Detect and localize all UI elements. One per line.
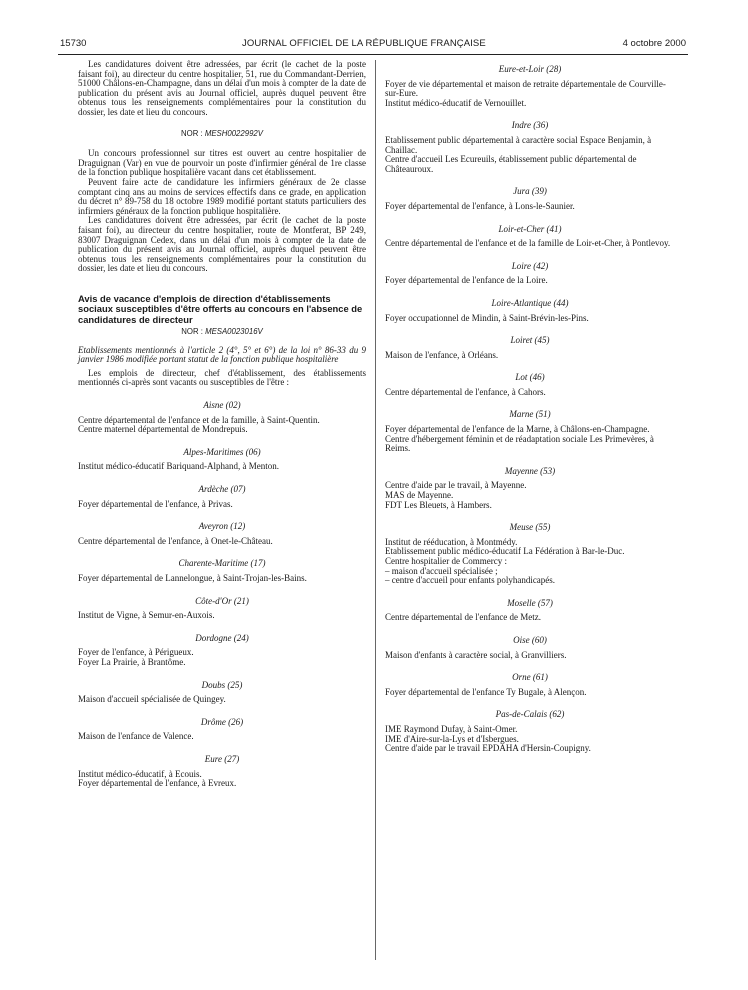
establishment-entry: Centre départemental de l'enfance, à Onet-le-Château. <box>78 535 273 546</box>
establishment-entry: Maison d'enfants à caractère social, à Granvilliers. <box>385 649 567 660</box>
department-block <box>78 401 366 435</box>
establishment-entry: Foyer départemental de l'enfance Ty Bugale, à Alençon. <box>385 686 587 697</box>
establishment-entry: Centre d'hébergement féminin et de réadaptation sociale Les Primevères, à Reims. <box>385 433 654 454</box>
establishment-entry: Institut de rééducation, à Montmédy. <box>385 536 518 547</box>
department-heading: Aveyron (12) <box>198 521 246 532</box>
department-heading: Drôme (26) <box>200 716 244 727</box>
establishment-entry: Centre départemental de l'enfance, à Cahors. <box>385 386 546 397</box>
concours-paragraph: Peuvent faire acte de candidature les infirmiers généraux de 2e classe comptant cinq ans au moins de services effectifs dans ce grade, en application du décret n° 89-758 du 18 octobre 1989 modifié portant statuts particuliers des infirmiers généraux de la fonction publique hospitalière. <box>78 176 366 216</box>
department-heading: Meuse (55) <box>509 522 551 533</box>
concours-paragraph: Un concours professionnel sur titres est ouvert au centre hospitalier de Draguignan (Var) en vue de pourvoir un poste d'infirmier général de 1re classe de la fonction publique hospitalière vacant dans cet établissement. <box>78 148 366 178</box>
department-block <box>78 522 366 546</box>
page-number: 15730 <box>60 38 87 49</box>
establishment-entry: Foyer de l'enfance, à Périgueux. <box>78 647 194 658</box>
department-heading: Ardèche (07) <box>198 484 246 495</box>
department-block <box>78 718 366 742</box>
department-heading: Moselle (57) <box>507 597 553 608</box>
intro-paragraph: Les candidatures doivent être adressées, par écrit (le cachet de la poste faisant foi), au directeur du centre hospitalier, 51, rue du Commandant-Derrien, 51000 Châlons-en-Champagne, dans un délai d'un mois à compter de la date de publication du présent avis au Journal officiel, auprès duquel peuvent être obtenus tous les renseignements complémentaires pour la constitution du dossier, les date et lieu du concours. <box>78 59 366 117</box>
department-heading: Lot (46) <box>515 372 545 383</box>
establishment-entry: Foyer occupationnel de Mindin, à Saint-Brévin-les-Pins. <box>385 312 589 323</box>
establishment-entry: Foyer départemental de l'enfance de la Loire. <box>385 275 548 286</box>
department-block <box>385 523 675 586</box>
department-heading: Aisne (02) <box>203 400 241 411</box>
establishment-entry: Foyer de vie départemental et maison de retraite départementale de Courville-sur-Eure. <box>385 78 666 99</box>
establishment-entry: Foyer départemental de l'enfance de la Marne, à Châlons-en-Champagne. <box>385 424 650 435</box>
nor-reference <box>78 327 366 337</box>
department-heading: Dordogne (24) <box>195 632 249 643</box>
department-block <box>385 673 675 697</box>
department-block <box>385 65 675 108</box>
establishment-entry: Institut médico-éducatif de Vernouillet. <box>385 97 527 108</box>
department-heading: Loir-et-Cher (41) <box>498 223 562 234</box>
department-block <box>78 559 366 583</box>
nor-prefix: NOR : <box>181 128 205 138</box>
department-heading: Mayenne (53) <box>504 465 556 476</box>
left-column <box>78 60 366 789</box>
department-block <box>385 467 675 510</box>
establishment-entry: – centre d'accueil pour enfants polyhandicapés. <box>385 575 556 586</box>
department-heading: Eure-et-Loir (28) <box>498 64 562 74</box>
nor-prefix: NOR : <box>181 327 206 337</box>
department-block <box>78 448 366 472</box>
department-block <box>385 121 675 174</box>
department-block <box>78 597 366 621</box>
department-heading: Oise (60) <box>513 634 547 645</box>
establishment-entry: Foyer La Prairie, à Brantôme. <box>78 656 186 667</box>
department-block <box>385 636 675 660</box>
department-block <box>385 187 675 211</box>
journal-title: JOURNAL OFFICIEL DE LA RÉPUBLIQUE FRANÇAISE <box>242 38 486 49</box>
establishment-entry: Foyer départemental de l'enfance, à Lons-le-Saunier. <box>385 200 575 211</box>
establishment-entry: Maison de l'enfance, à Orléans. <box>385 349 499 360</box>
establishment-entry: FDT Les Bleuets, à Hambers. <box>385 499 492 510</box>
avis-title: Avis de vacance d'emplois de direction d'établissements sociaux susceptibles d'être offerts au concours en l'absence de candidatures de directeur <box>78 292 363 325</box>
department-heading: Marne (51) <box>509 409 551 420</box>
department-heading: Loiret (45) <box>510 335 550 346</box>
department-block <box>78 681 366 705</box>
establishment-entry: Foyer départemental de Lannelongue, à Saint-Trojan-les-Bains. <box>78 573 307 583</box>
department-heading: Pas-de-Calais (62) <box>495 709 565 720</box>
nor-code: MESH0022992V <box>204 128 263 138</box>
department-heading: Loire-Atlantique (44) <box>491 297 569 308</box>
establishment-entry: Etablissement public départemental à caractère social Espace Benjamin, à Chaillac. <box>385 134 652 155</box>
establishment-entry: MAS de Mayenne. <box>385 490 454 501</box>
header-rule <box>58 54 688 55</box>
nor-reference <box>78 129 366 139</box>
department-block <box>78 755 366 789</box>
right-column <box>385 60 675 754</box>
department-block <box>385 299 675 323</box>
establishment-entry: Centre départemental de l'enfance et de la famille de Loir-et-Cher, à Pontlevoy. <box>385 238 671 249</box>
establishment-entry: Etablissement public médico-éducatif La Fédération à Bar-le-Duc. <box>385 546 625 557</box>
establishment-entry: Centre maternel départemental de Mondrepuis. <box>78 424 248 435</box>
establishment-entry: Foyer départemental de l'enfance, à Privas. <box>78 498 233 509</box>
department-heading: Doubs (25) <box>201 679 243 690</box>
department-block <box>78 634 366 668</box>
establishment-entry: IME d'Aire-sur-la-Lys et d'Isbergues. <box>385 733 519 744</box>
department-block <box>385 710 675 753</box>
column-divider <box>375 60 376 960</box>
department-heading: Côte-d'Or (21) <box>195 595 249 606</box>
concours-section <box>78 149 366 274</box>
nor-code: MESA0023016V <box>205 327 263 337</box>
department-block <box>385 262 675 286</box>
department-block <box>385 336 675 360</box>
department-heading: Orne (61) <box>512 672 548 683</box>
establishment-entry: Centre départemental de l'enfance de Metz. <box>385 612 542 623</box>
department-heading: Charente-Maritime (17) <box>178 558 266 569</box>
department-block <box>385 373 675 397</box>
department-heading: Jura (39) <box>513 186 547 197</box>
establishment-entry: Maison de l'enfance de Valence. <box>78 731 194 742</box>
establishment-entry: Centre hospitalier de Commercy : <box>385 556 507 566</box>
department-list <box>78 401 366 789</box>
department-block <box>385 599 675 623</box>
establishment-entry: IME Raymond Dufay, à Saint-Omer. <box>385 723 518 734</box>
establishment-entry: Institut médico-éducatif, à Ecouis. <box>78 768 202 779</box>
establishment-entry: Institut de Vigne, à Semur-en-Auxois. <box>78 610 215 621</box>
establishment-entry: – maison d'accueil spécialisée ; <box>385 565 498 576</box>
department-heading: Eure (27) <box>204 753 240 764</box>
department-heading: Indre (36) <box>511 120 549 131</box>
department-block <box>385 410 675 453</box>
department-heading: Alpes-Maritimes (06) <box>183 446 261 457</box>
establishment-entry: Centre d'aide par le travail, à Mayenne. <box>385 480 527 491</box>
concours-paragraph: Les candidatures doivent être adressées, par écrit (le cachet de la poste faisant foi), au directeur du centre hospitalier, route de Montferat, BP 249, 83007 Draguignan Cedex, dans un délai d'un mois à compter de la date de publication du présent avis au Journal officiel, auprès duquel peuvent être obtenus tous les renseignements complémentaires pour la constitution du dossier, les date et lieu du concours. <box>78 215 366 274</box>
establishment-entry: Centre d'aide par le travail EPDAHA d'Hersin-Coupigny. <box>385 743 591 754</box>
department-block <box>78 485 366 509</box>
establishment-entry: Centre d'accueil Les Ecureuils, établissement public départemental de Châteauroux. <box>385 154 637 174</box>
etablissements-note: Etablissements mentionnés à l'article 2 (4°, 5° et 6°) de la loi n° 86-33 du 9 janvier 1986 modifiée portant statut de la fonction publique hospitalière <box>78 344 366 365</box>
establishment-entry: Institut médico-éducatif Bariquand-Alphand, à Menton. <box>78 461 279 472</box>
department-block <box>385 225 675 249</box>
establishment-entry: Centre départemental de l'enfance et de la famille, à Saint-Quentin. <box>78 414 320 425</box>
establishment-entry: Foyer départemental de l'enfance, à Evreux. <box>78 778 237 789</box>
issue-date: 4 octobre 2000 <box>622 38 686 49</box>
department-heading: Loire (42) <box>511 260 549 271</box>
establishment-entry: Maison d'accueil spécialisée de Quingey. <box>78 694 226 705</box>
emplois-paragraph: Les emplois de directeur, chef d'établissement, des établissements mentionnés ci-après sont vacants ou susceptibles de l'être : <box>78 367 366 388</box>
